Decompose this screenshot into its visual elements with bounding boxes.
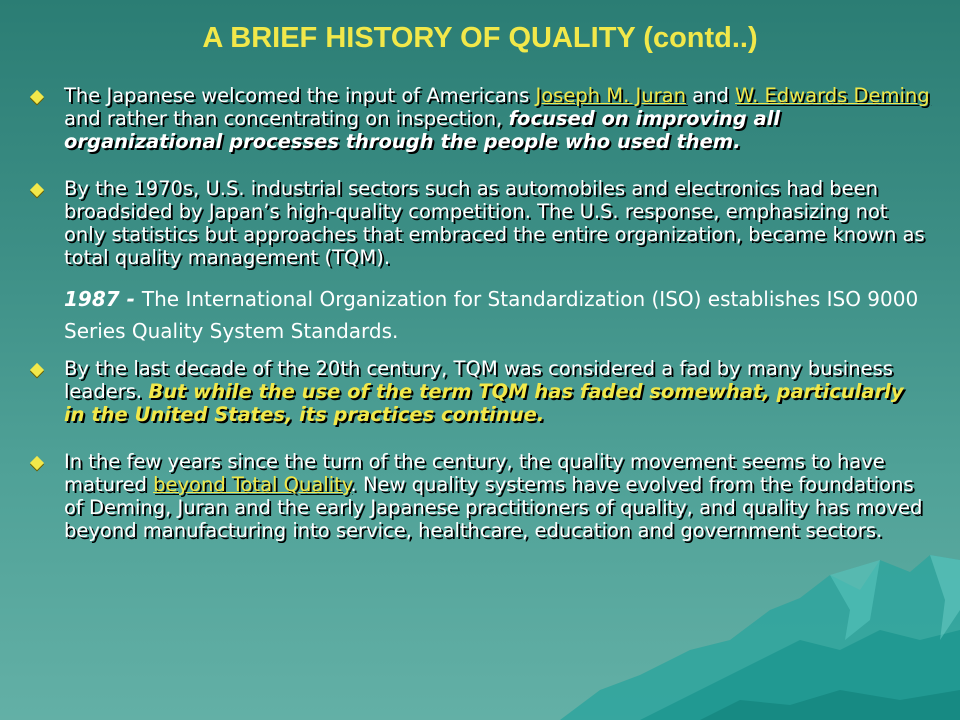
slide-content (30, 84, 930, 566)
bullet-new-century (30, 450, 930, 542)
bullet-text: In the few years since the turn of the century, the quality movement seems to have matured (64, 450, 885, 496)
bullet-text: By the 1970s, U.S. industrial sectors such as automobiles and electronics had been broadsided by Japan’s high-quality competition. The U.S. response, emphasizing not only statistics but approaches that embraced the entire organization, became known as total quality management (TQM). (64, 177, 925, 269)
bullet-text: and rather than concentrating on inspection, (64, 107, 509, 130)
bullet-text: By the last decade of the 20th century, TQM was considered a fad by many business leaders. (64, 357, 893, 403)
diamond-bullet-icon (30, 90, 44, 104)
diamond-bullet-icon (30, 183, 44, 197)
iso-year: 1987 - (64, 287, 142, 311)
bullet-text: The Japanese welcomed the input of Americans (64, 84, 536, 107)
bullet-text: and (685, 84, 736, 107)
bullet-emphasis: focused on improving all organizational processes through the people who used them. (64, 107, 781, 153)
deming-link[interactable]: W. Edwards Deming (735, 84, 930, 107)
iso-note (30, 283, 930, 347)
iso-text: The International Organization for Standardization (ISO) establishes ISO 9000 Series Quality System Standards. (64, 287, 919, 343)
bullet-last-decade (30, 357, 930, 426)
diamond-bullet-icon (30, 363, 44, 377)
slide-title: A BRIEF HISTORY OF QUALITY (contd..) (202, 22, 758, 54)
bullet-emphasis: But while the use of the term TQM has faded somewhat, particularly in the United States, its practices continue. (64, 380, 904, 426)
juran-link[interactable]: Joseph M. Juran (535, 84, 686, 107)
bullet-1970s-tqm (30, 177, 930, 269)
bullet-text: . New quality systems have evolved from the foundations of Deming, Juran and the early Japanese practitioners of quality, and quality has moved beyond manufacturing into service, healthcare, education and government sectors. (64, 473, 923, 542)
diamond-bullet-icon (30, 456, 44, 470)
beyond-total-quality-link[interactable]: beyond Total Quality (153, 473, 351, 496)
bullet-japanese-input (30, 84, 930, 153)
